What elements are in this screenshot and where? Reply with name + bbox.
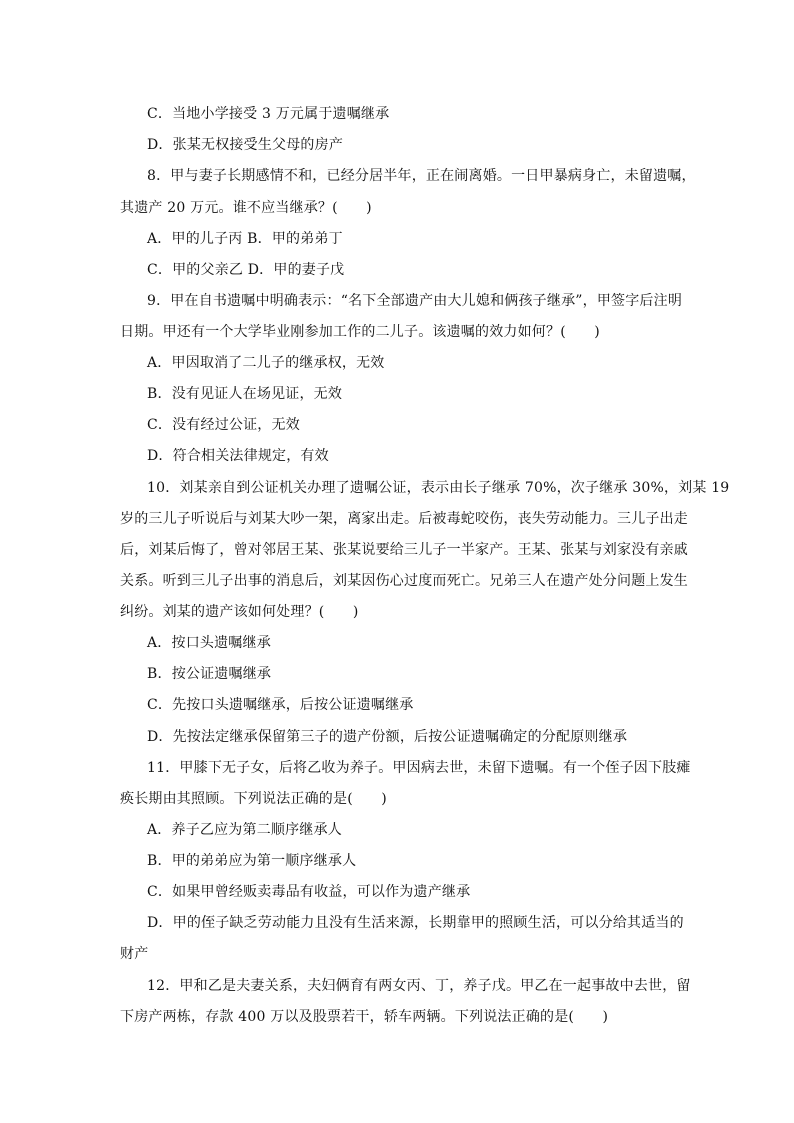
question-9-option: D．符合相关法律规定，有效 [147,448,329,464]
question-8-option: C．甲的父亲乙 D．甲的妻子戊 [147,262,345,278]
question-11-option: A．养子乙应为第二顺序继承人 [147,822,342,838]
question-8-text: 其遗产 20 万元。谁不应当继承？( ) [120,200,372,216]
question-9-text: 9．甲在自书遗嘱中明确表示：“名下全部遗产由大儿媳和俩孩子继承”，甲签字后注明 [147,293,683,309]
question-11-text: 11．甲膝下无子女，后将乙收为养子。甲因病去世，未留下遗嘱。有一个侄子因下肢瘫 [147,760,691,776]
question-10-text: 纠纷。刘某的遗产该如何处理？( ) [120,604,359,620]
option-c-prev: C．当地小学接受 3 万元属于遗嘱继承 [147,106,390,122]
question-9-option: A．甲因取消了二儿子的继承权，无效 [147,355,385,371]
question-10-option: A．按口头遗嘱继承 [147,635,271,651]
question-11-option: B．甲的弟弟应为第一顺序继承人 [147,853,357,869]
question-9-option: B．没有见证人在场见证，无效 [147,386,343,402]
question-10-text: 10．刘某亲自到公证机关办理了遗嘱公证，表示由长子继承 70%，次子继承 30%，刘某 19 [147,480,730,496]
question-11-option: C．如果甲曾经贩卖毒品有收益，可以作为遗产继承 [147,884,471,900]
question-9-text: 日期。甲还有一个大学毕业刚参加工作的二儿子。该遗嘱的效力如何？( ) [120,324,600,340]
question-11-text: 痪长期由其照顾。下列说法正确的是( ) [120,791,387,807]
question-10-option: B．按公证遗嘱继承 [147,666,272,682]
question-8-text: 8．甲与妻子长期感情不和，已经分居半年，正在闹离婚。一日甲暴病身亡，未留遗嘱， [147,168,696,184]
question-8-option: A．甲的儿子丙 B．甲的弟弟丁 [147,231,343,247]
question-10-text: 后，刘某后悔了，曾对邻居王某、张某说要给三儿子一半家产。王某、张某与刘家没有亲戚 [120,542,688,558]
question-10-option: D．先按法定继承保留第三子的遗产份额，后按公证遗嘱确定的分配原则继承 [147,729,628,745]
question-9-option: C．没有经过公证，无效 [147,417,300,433]
question-10-option: C．先按口头遗嘱继承，后按公证遗嘱继承 [147,697,414,713]
question-12-text: 12．甲和乙是夫妻关系，夫妇俩育有两女丙、丁，养子戊。甲乙在一起事故中去世，留 [147,978,691,994]
question-11-option: 财产 [120,946,149,962]
question-12-text: 下房产两栋，存款 400 万以及股票若干，轿车两辆。下列说法正确的是( ) [120,1009,609,1025]
question-10-text: 关系。听到三儿子出事的消息后，刘某因伤心过度而死亡。兄弟三人在遗产处分问题上发生 [120,573,688,589]
question-11-option: D．甲的侄子缺乏劳动能力且没有生活来源，长期靠甲的照顾生活，可以分给其适当的 [147,915,684,931]
question-10-text: 岁的三儿子听说后与刘某大吵一架，离家出走。后被毒蛇咬伤，丧失劳动能力。三儿子出走 [120,511,688,527]
option-d-prev: D．张某无权接受生父母的房产 [147,137,344,153]
